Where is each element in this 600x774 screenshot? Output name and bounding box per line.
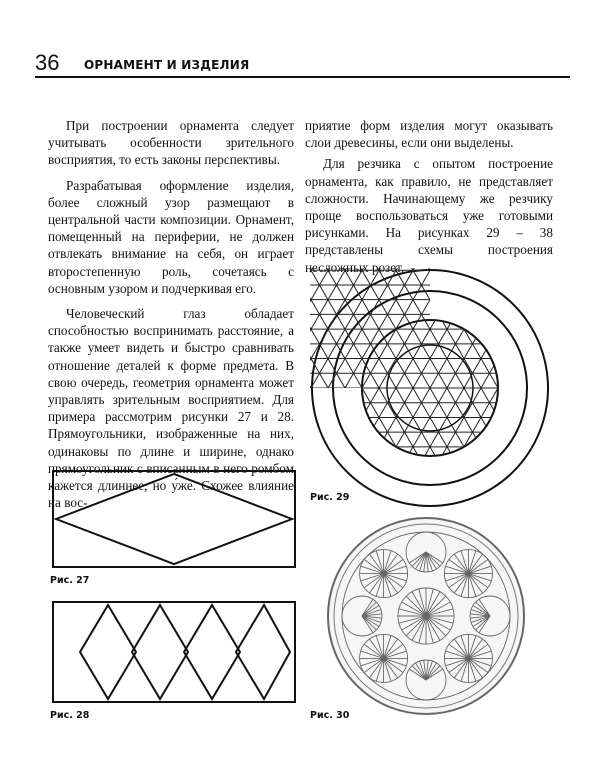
paragraph: Для резчика с опытом построение орнамента, как правило, не представляет сложности. Начинающему же резчику проще воспользоваться уже готовыми рисунками. На рисунках 29 – 38 представлены схемы построения несложных розет.: [305, 156, 553, 275]
paragraph: При построении орнамента следует учитывать особенности зрительного восприятия, то есть законы перспективы.: [48, 118, 294, 168]
header-rule: [35, 76, 570, 78]
fig28-rhombus-1: [80, 605, 136, 699]
left-column: [48, 117, 294, 511]
paragraph: Разрабатывая оформление изделия, более сложный узор размещают в центральной части композиции. Орнамент, помещенный на периферии, не должен отвлекать внимание на себя, он играет второстепенную роль, сочетаясь с основным узором и подчеркивая его.: [48, 177, 294, 296]
running-title: ОРНАМЕНТ И ИЗДЕЛИЯ: [84, 58, 250, 72]
right-column: [305, 117, 553, 276]
fig27-rectangle: [53, 471, 295, 567]
figure-30: [326, 516, 526, 716]
paragraph: приятие форм изделия могут оказывать слои древесины, если они выделены.: [305, 118, 553, 151]
figure-27: [52, 470, 296, 570]
figure-29: [310, 268, 550, 508]
fig28-rhombus-2: [132, 605, 188, 699]
fig29-caption: Рис. 29: [310, 492, 350, 503]
fig30-caption: Рис. 30: [310, 710, 350, 721]
fig27-rhombus: [56, 474, 292, 564]
fig28-rectangle: [53, 602, 295, 702]
paragraph: Человеческий глаз обладает способностью воспринимать расстояние, а также умеет видеть и быстро сравнивать отношение деталей к форме предмета. В свою очередь, геометрия орнамента может управлять зрительным восприятием. Для примера рассмотрим рисунки 27 и 28. Прямоугольники, изображенные на них, одинаковы по длине и ширине, однако прямоугольник с вписанным в него ромбом кажется длиннее, но у́же. Схожее влияние на вос-: [48, 306, 294, 511]
figure-28: [52, 601, 296, 705]
fig28-rhombus-4: [236, 605, 290, 699]
fig28-caption: Рис. 28: [50, 710, 90, 721]
fig28-rhombus-3: [184, 605, 240, 699]
fig27-caption: Рис. 27: [50, 575, 90, 586]
page-header: [35, 52, 570, 78]
page-number: 36: [35, 50, 60, 75]
